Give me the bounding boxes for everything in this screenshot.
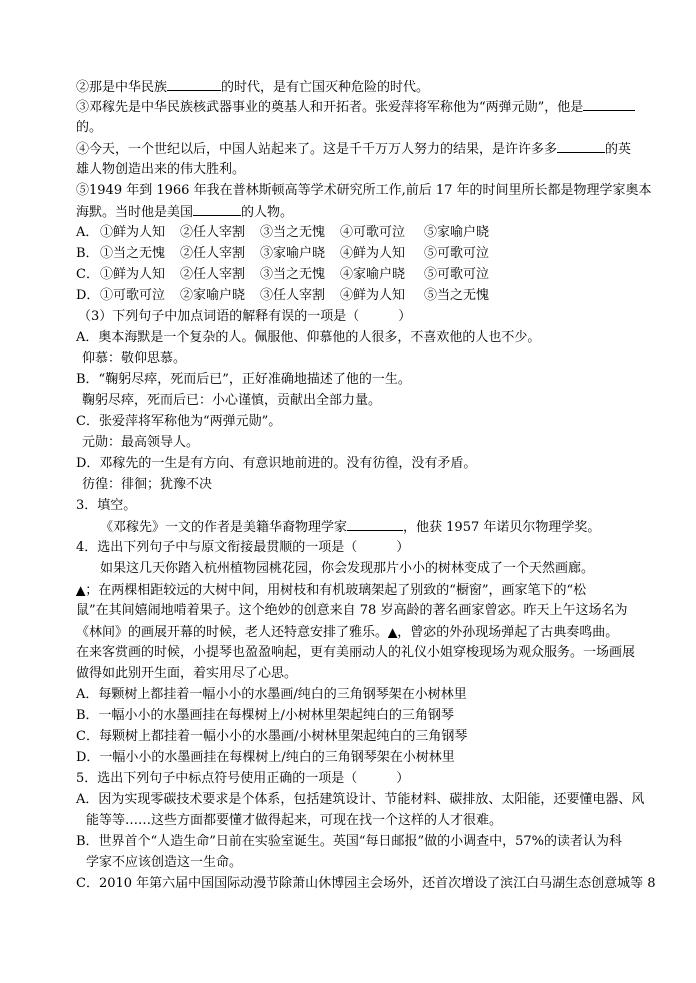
sentence-4-cont: 雄人物创造出来的伟大胜利。 (76, 162, 246, 177)
sentence-3-cont: 的。 (76, 120, 103, 135)
q4-passage-line-1: 如果这几天你踏入杭州植物园桃花园，你会发现那片小小的树林变成了一个天然画廊。 (100, 561, 595, 576)
q5-option-b-line-2: 学家不应该创造这一生命。 (86, 855, 243, 870)
option-row-c: C．①鲜为人知 ②任人宰割 ③当之无愧 ④家喻户晓 ⑤可歌可泣 (76, 267, 490, 282)
q4-option-c: C．每颗树上都挂着一幅小小的水墨画/小树林里架起纯白的三角钢琴 (76, 729, 468, 744)
sentence-4: ④今天，一个世纪以后，中国人站起来了。这是千千万万人努力的结果，是许许多多 的英 (76, 142, 632, 157)
q4-option-a: A．每颗树上都挂着一幅小小的水墨画/纯白的三角钢琴架在小树林里 (76, 687, 467, 702)
q3-option-d: D．邓稼先的一生是有方向、有意识地前进的。没有彷徨，没有矛盾。 (76, 456, 477, 471)
q4-option-d: D．一幅小小的水墨画挂在每棵树上/纯白的三角钢琴架在小树林里 (76, 750, 455, 765)
fill-title: 3．填空。 (76, 498, 137, 513)
q4-passage-line-3: 鼠”在其间嬉闹地啃着果子。这个绝妙的创意来自 78 岁高龄的著名画家曾宓。昨天上午这场名为 (76, 603, 628, 618)
sentence-5: ⑤1949 年到 1966 年我在普林斯顿高等学术研究所工作,前后 17 年的时间里所长都是物理学家奥本 (76, 183, 652, 198)
q4-passage-line-6: 做得如此别开生面，着实用尽了心思。 (76, 666, 298, 681)
q3-stem: （3）下列句子中加点词语的解释有误的一项是（ ） (78, 309, 412, 324)
q5-option-b-line-1: B．世界首个“人造生命”日前在实验室诞生。英国“每日邮报”做的小调查中，57%的读者认为科 (76, 834, 623, 849)
triangle-mark-icon: ▲ (388, 625, 398, 639)
fill-blank (557, 140, 605, 153)
option-row-d: D．①可歌可泣 ②家喻户晓 ③任人宰割 ④鲜为人知 ⑤当之无愧 (76, 288, 490, 303)
sentence-2: ②那是中华民族 的时代，是有亡国灭种危险的时代。 (76, 80, 430, 95)
q5-stem: 5．选出下列句子中标点符号使用正确的一项是（ ） (76, 771, 410, 786)
q3-note-d: 彷徨：徘徊；犹豫不决 (82, 477, 213, 492)
q3-option-c: C．张爱萍将军称他为“两弹元勋”。 (76, 414, 282, 429)
fill-blank (193, 203, 241, 216)
q4-option-b: B．一幅小小的水墨画挂在每棵树上/小树林里架起纯白的三角钢琴 (76, 708, 454, 723)
sentence-5-cont: 海默。当时他是美国 的人物。 (76, 205, 294, 220)
q3-option-a: A．奥本海默是一个复杂的人。佩服他、仰慕他的人很多，不喜欢他的人也不少。 (76, 330, 541, 345)
q4-passage-line-2: ▲；在两棵相距较远的大树中间，用树枝和有机玻璃架起了别致的“橱窗”，画家笔下的“松 (76, 583, 587, 598)
fill-blank (347, 518, 403, 531)
q5-option-c-line-1: C．2010 年第六届中国国际动漫节除萧山休博园主会场外，还首次增设了滨江白马湖生态创意城等 8 (76, 876, 656, 891)
fill-blank (583, 98, 635, 111)
sentence-3: ③邓稼先是中华民族核武器事业的奠基人和开拓者。张爱萍将军称他为“两弹元勋”，他是 (76, 98, 635, 118)
fill-sentence: 《邓稼先》一文的作者是美籍华裔物理学家 ，他获 1957 年诺贝尔物理学奖。 (100, 520, 601, 535)
q3-note-c: 元勋：最高领导人。 (82, 435, 200, 450)
q4-passage-line-5: 在来客赏画的时候，小提琴也盈盈响起，更有美丽动人的礼仪小姐穿梭现场为观众服务。一场画展 (76, 645, 636, 660)
q3-option-b: B．“鞠躬尽瘁，死而后已”，正好准确地描述了他的一生。 (76, 372, 411, 387)
q4-passage-line-4: 《林间》的画展开幕的时候，老人还特意安排了雅乐。▲，曾宓的外孙现场弹起了古典奏鸣曲。 (76, 625, 619, 640)
q3-note-b: 鞠躬尽瘁，死而后已：小心谨慎，贡献出全部力量。 (82, 393, 382, 408)
q5-option-a-line-1: A．因为实现零碳技术要求是个体系，包括建筑设计、节能材料、碳排放、太阳能，还要懂电器、风 (76, 792, 645, 807)
q3-note-a: 仰慕：敬仰思慕。 (82, 351, 187, 366)
fill-blank (167, 78, 221, 91)
triangle-mark-icon: ▲ (76, 583, 86, 597)
q5-option-a-line-2: 能等等……这些方面都要懂才做得起来，可现在找一个这样的人才很难。 (86, 813, 503, 828)
option-row-a: A． ①鲜为人知 ②任人宰割 ③当之无愧 ④可歌可泣 ⑤家喻户晓 (76, 225, 490, 240)
q4-stem: 4．选出下列句子中与原文衔接最贯顺的一项是（ ） (76, 540, 410, 555)
option-row-b: B．①当之无愧 ②任人宰割 ③家喻户晓 ④鲜为人知 ⑤可歌可泣 (76, 246, 490, 261)
